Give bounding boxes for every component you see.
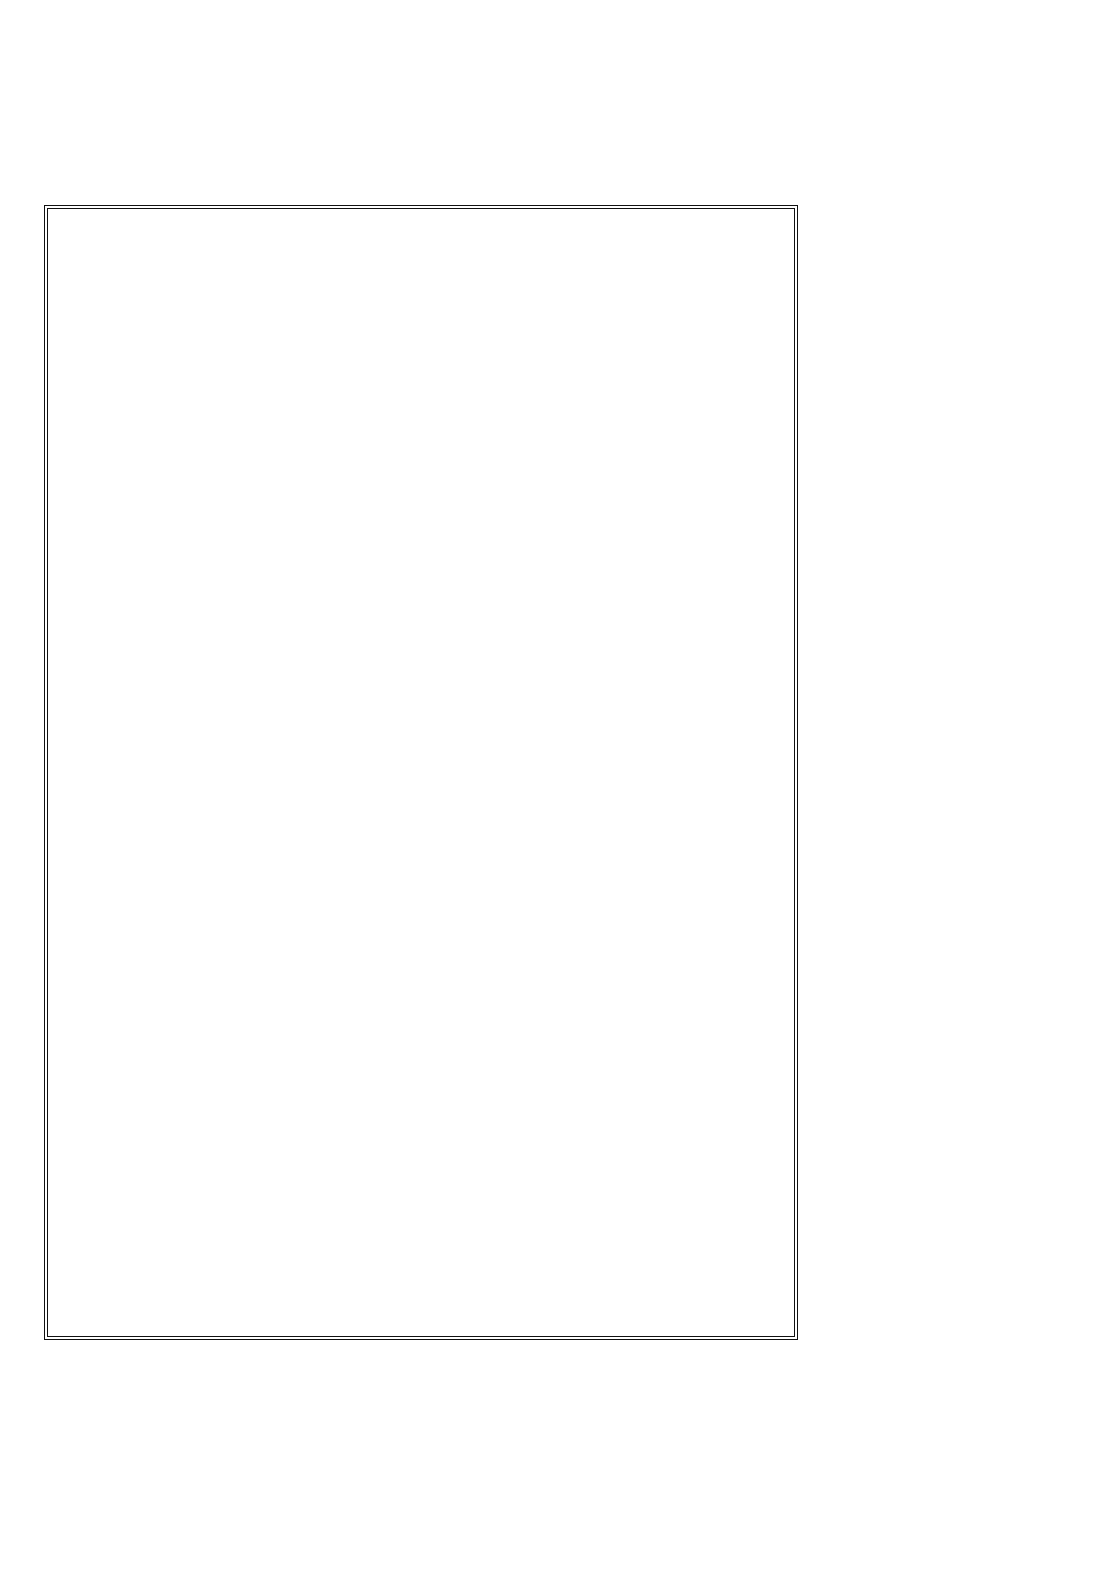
main-text-frame bbox=[44, 205, 798, 1340]
